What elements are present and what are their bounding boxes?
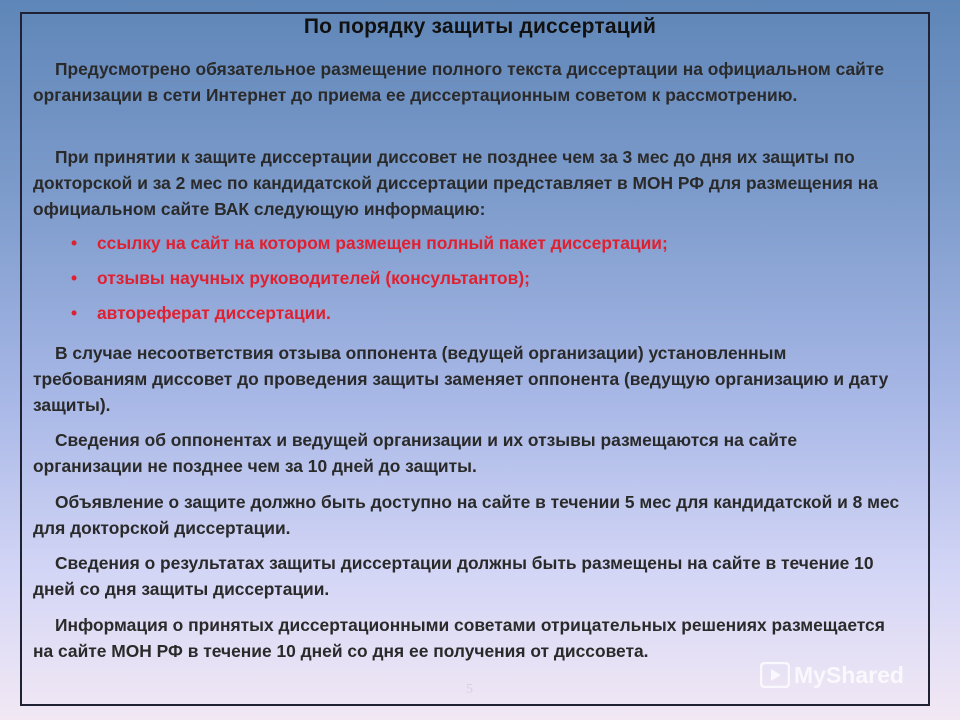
watermark-logo [760,660,904,690]
paragraph-opponent-replacement: В случае несоответствия отзыва оппонента (ведущей организации) установленным требованиям диссовет до проведения защиты заменяет оппонента (ведущую организацию и дату защиты). [33,343,889,415]
paragraph-submission-info: При принятии к защите диссертации диссовет не позднее чем за 3 мес до дня их защиты по докторской и за 2 мес по кандидатской диссертации представляет в МОН РФ для размещения на официальном сайте ВАК следующую информацию: [33,147,878,219]
play-icon [760,662,790,688]
bullet-icon: • [71,268,78,288]
list-item [33,230,937,256]
list-item-text: отзывы научных руководителей (консультантов); [97,268,530,288]
bullet-icon: • [71,233,78,253]
paragraph-announcement: Объявление о защите должно быть доступно на сайте в течении 5 мес для кандидатской и 8 мес для докторской диссертации. [33,492,900,538]
list-item-text: ссылку на сайт на котором размещен полный пакет диссертации; [97,233,668,253]
bullet-icon: • [71,303,78,323]
list-item-text: автореферат диссертации. [97,303,331,323]
list-item [33,265,937,291]
paragraph-opponent-info: Сведения об оппонентах и ведущей организации и их отзывы размещаются на сайте организации не позднее чем за 10 дней до защиты. [33,430,798,476]
watermark-text: MyShared [794,661,904,688]
list-item [33,300,937,326]
slide-title: По порядку защиты диссертаций [303,15,657,38]
paragraph-negative-decisions: Информация о принятых диссертационными советами отрицательных решениях размещается на сайте МОН РФ в течение 10 дней со дня ее получения от диссовета. [33,615,885,661]
paragraph-results: Сведения о результатах защиты диссертации должны быть размещены на сайте в течение 10 дней со дня защиты диссертации. [33,553,874,599]
page-number: 5 [466,682,473,697]
paragraph-full-text-placement: Предусмотрено обязательное размещение полного текста диссертации на официальном сайте организации в сети Интернет до приема ее диссертационным советом к рассмотрению. [33,59,885,105]
